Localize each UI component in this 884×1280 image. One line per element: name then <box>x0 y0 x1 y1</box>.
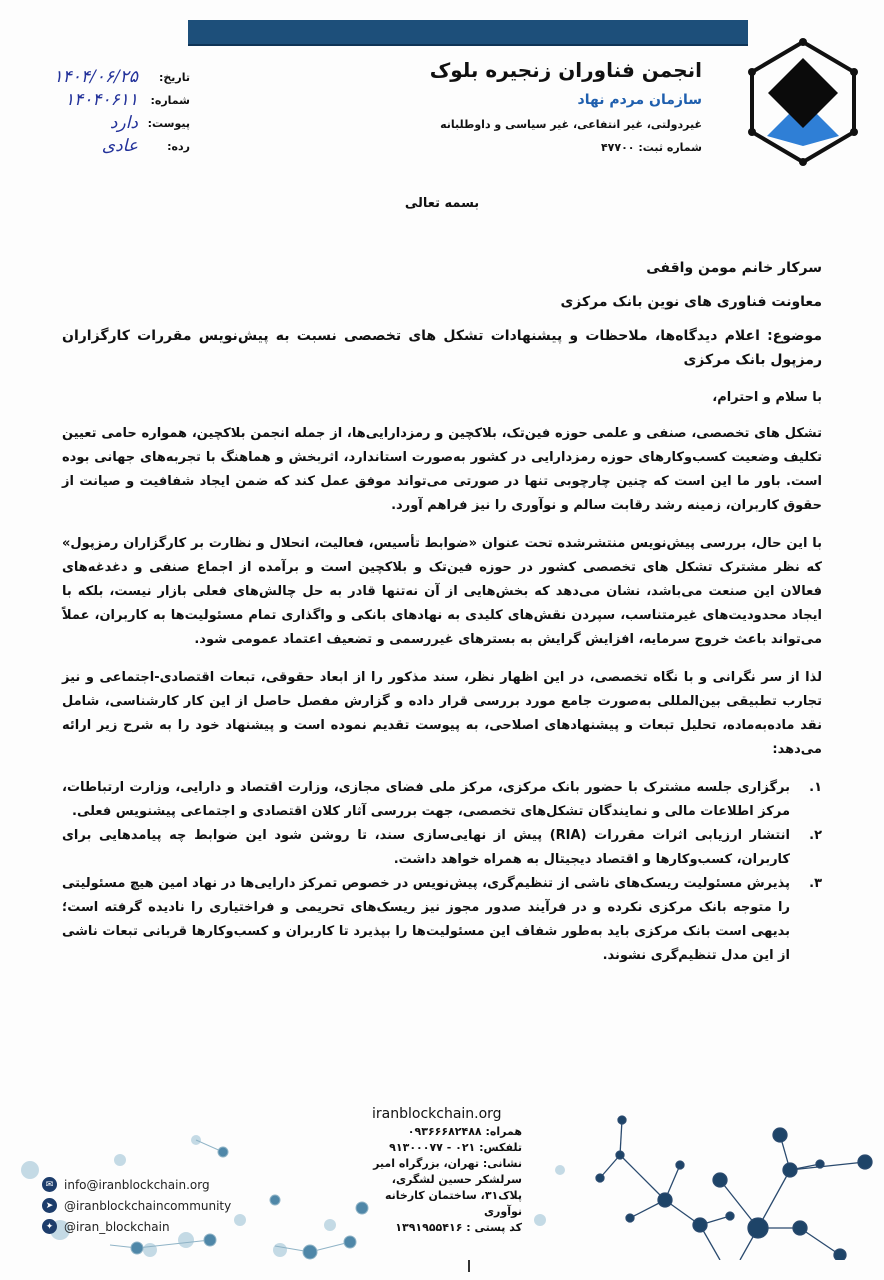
letter-meta <box>30 66 190 158</box>
fax-number: تلفکس: ۰۲۱ - ۹۱۳۰۰۰۷۷ <box>389 1141 522 1154</box>
number-label: شماره: <box>150 94 190 107</box>
item-text: پیش‌نویس در خصوص تمرکز دارایی‌ها در نهاد امین هیچ مسئولیتی را متوجه بانک مرکزی نکرده و در فرآیند صدور مجوز نیز ریسک‌های تحریمی و فراختیاری را نادیده گرفته است؛ بدیهی است بانک مرکزی باید به‌طور شفاف این مسئولیت‌ها را بپذیرد تا کاربران و کسب‌وکارها قربانی تبعات ناشی از این مدل تنظیم‌گری نشوند. <box>62 876 790 963</box>
class-label: رده: <box>167 140 190 153</box>
telegram-icon: ➤ <box>42 1198 57 1213</box>
subject: موضوع: اعلام دیدگاه‌ها، ملاحظات و پیشنهادات تشکل های تخصصی نسبت به پیش‌نویس مقررات کارگزاران رمزپول بانک مرکزی <box>62 328 822 368</box>
org-description: غیردولتی، غیر انتفاعی، غیر سیاسی و داوطلبانه <box>440 118 702 131</box>
contact-address <box>372 1106 522 1236</box>
address: نشانی: تهران، بزرگراه امیر سرلشکر حسین لشگری، پلاک۳۱، ساختمان کارخانه نوآوری <box>373 1157 522 1218</box>
blockchain-network-graphic <box>590 1100 884 1260</box>
registration-number: شماره ثبت: ۴۷۷۰۰ <box>600 141 702 154</box>
twitter-link[interactable]: @iran_blockchain <box>64 1219 170 1234</box>
item-lead: انتشار ارزیابی اثرات مقررات (RIA) <box>549 828 790 843</box>
date-value: ۱۴۰۴/۰۶/۲۵ <box>53 67 138 87</box>
item-number: ۱. <box>809 780 822 795</box>
class-value: عادی <box>101 136 138 156</box>
website-link[interactable]: iranblockchain.org <box>372 1106 502 1122</box>
list-item <box>62 776 822 824</box>
attachment-value: دارد <box>109 113 138 133</box>
item-lead: پذیرش مسئولیت ریسک‌های ناشی از تنظیم‌گری، <box>482 876 790 891</box>
page-mark <box>468 1260 470 1272</box>
item-text: پیش از نهایی‌سازی سند، تا روشن شود این ضوابط چه پیامدهایی برای کاربران، کسب‌وکارها و اقتصاد دیجیتال به همراه خواهد داشت. <box>62 828 790 867</box>
attachment-label: پیوست: <box>147 117 190 130</box>
recommendation-list <box>62 776 822 968</box>
org-type: سازمان مردم نهاد <box>577 92 702 108</box>
footer <box>0 1100 884 1280</box>
mobile-number: همراه: ۰۹۳۶۶۶۸۲۴۸۸ <box>407 1125 522 1138</box>
email-icon: ✉ <box>42 1177 57 1192</box>
bismillah: بسمه تعالی <box>404 196 480 211</box>
number-value: ۱۴۰۴۰۶۱۱ <box>64 90 138 110</box>
recipient: سرکار خانم مومن واقفی <box>646 260 822 276</box>
social-contacts <box>42 1174 231 1237</box>
paragraph: با این حال، بررسی پیش‌نویس منتشرشده تحت عنوان «ضوابط تأسیس، فعالیت، انحلال و نظارت بر کارگزاران رمزپول» که نظر مشترک تشکل های تخصصی کشور در حوزه فین‌تک و بلاکچین است و برآمده از اجماع صنفی و دغدغه‌های فعالان این صنعت می‌باشد، نشان می‌دهد که بخش‌هایی از آن نه‌تنها قادر به حل چالش‌های فعلی بازار نیست، بلکه با ایجاد محدودیت‌های غیرمتناسب، سپردن نقش‌های کلیدی به نهادهای بانکی و واگذاری تمام مسئولیت‌ها به کاربران، عملاً می‌تواند باعث خروج سرمایه، افزایش گرایش به بسترهای غیررسمی و تضعیف اعتماد عمومی شود. <box>62 536 822 647</box>
org-logo <box>742 38 864 166</box>
twitter-icon: ✦ <box>42 1219 57 1234</box>
letter-body <box>62 256 822 968</box>
item-text: با حضور بانک مرکزی، مرکز ملی فضای مجازی، وزارت اقتصاد و دارایی، وزارت ارتباطات، مرکز اطلاعات مالی و نمایندگان تشکل‌های تخصصی، جهت بررسی آثار کلان اقتصادی و اجتماعی پیشنویس فعلی. <box>62 780 790 819</box>
item-number: ۳. <box>809 876 822 891</box>
recipient-title: معاونت فناوری های نوین بانک مرکزی <box>560 294 822 310</box>
paragraph: لذا از سر نگرانی و با نگاه تخصصی، در این اظهار نظر، سند مذکور را از ابعاد حقوقی، تبعات اقتصادی-اجتماعی و نیز تجارب تطبیقی بین‌المللی به‌صورت جامع مورد بررسی قرار داده و گزارش مفصل حاصل از این کار کارشناسی، شامل نقد ماده‌به‌ماده، تحلیل تبعات و پیشنهادهای اصلاحی، به پیوست تقدیم نموده است و پیشنهاد خود را به شرح زیر ارائه می‌دهد: <box>62 670 822 757</box>
list-item <box>62 872 822 968</box>
list-item <box>62 824 822 872</box>
paragraph: تشکل های تخصصی، صنفی و علمی حوزه فین‌تک، بلاکچین و رمزدارایی‌ها، از جمله انجمن بلاکچین، همواره حامی تعیین تکلیف وضعیت کسب‌وکارهای حوزه رمزدارایی در کشور به‌صورت استاندارد، اثربخش و هماهنگ با تجربه‌های جهانی بوده است. باور ما این است که چنین چارچوبی تنها در صورتی می‌تواند موفق عمل کند که ضمن ایجاد شفافیت و صیانت از حقوق کاربران، زمینه رشد رقابت سالم و نوآوری را نیز فراهم آورد. <box>62 426 822 513</box>
greeting: با سلام و احترام، <box>712 390 822 405</box>
item-number: ۲. <box>809 828 822 843</box>
telegram-link[interactable]: @iranblockchaincommunity <box>64 1198 232 1213</box>
item-lead: برگزاری جلسه مشترک <box>643 780 790 795</box>
postal-code: کد پستی : ۱۳۹۱۹۵۵۴۱۶ <box>395 1221 522 1234</box>
date-label: تاریخ: <box>158 71 190 84</box>
org-name: انجمن فناوران زنجیره بلوک <box>429 58 702 82</box>
org-info <box>430 58 702 154</box>
header-bar <box>188 20 748 46</box>
email-link[interactable]: info@iranblockchain.org <box>64 1177 210 1192</box>
